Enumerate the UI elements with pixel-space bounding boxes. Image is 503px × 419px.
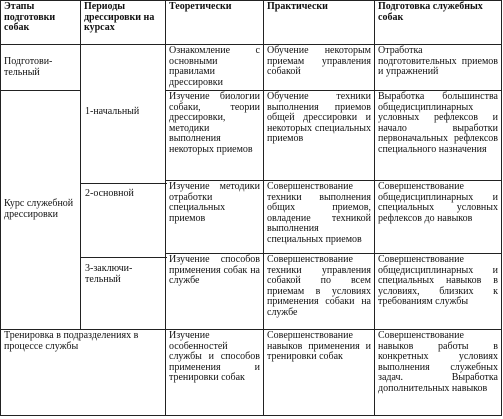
header-theory: Теоретически <box>166 1 264 45</box>
table-row-units <box>1 330 502 416</box>
header-periods: Периоды дрессировки на курсах <box>81 1 166 45</box>
header-training: Подготовка служебных собак <box>375 1 502 45</box>
period-divider-1 <box>81 183 167 184</box>
cell-initial-training: Выработка большинства общедисциплинарных условных рефлексов и начало выработки первоначальных рефлексов специального назначения <box>375 91 502 181</box>
period-final: 3-заключи-тельный <box>85 263 133 285</box>
header-stages: Этапы подготовки собак <box>1 1 81 45</box>
period-divider-2 <box>81 257 167 258</box>
cell-prep-training: Отработка подготовительных приемов и упражнений <box>375 45 502 91</box>
cell-units-practice: Совершенствование навыков применения и тренировки собак <box>264 330 375 416</box>
table-header-row <box>1 1 502 45</box>
cell-prep-stage: Подготови-тельный <box>1 45 81 91</box>
cell-units-stage: Тренировка в подразделениях в процессе службы <box>1 330 166 416</box>
cell-basic-training: Совершенствование общедисциплинарных и специальных условных рефлексов до навыков <box>375 181 502 254</box>
table-row-initial <box>1 91 502 181</box>
cell-basic-theory: Изучение методики отработки специальных приемов <box>166 181 264 254</box>
cell-units-theory: Изучение особенностей службы и способов применения и тренировки собак <box>166 330 264 416</box>
cell-final-theory: Изучение способов применения собак на службе <box>166 254 264 330</box>
cell-final-practice: Совершенствование техники управления собакой по всем приемам в условиях применения собаки на службе <box>264 254 375 330</box>
header-practice: Практически <box>264 1 375 45</box>
cell-periods-blank <box>81 45 166 330</box>
cell-course-stage: Курс служебной дрессировки <box>1 91 81 330</box>
cell-initial-practice: Обучение техники выполнения приемов общей дрессировки и некоторых специальных приемов <box>264 91 375 181</box>
cell-units-training: Совершенствование навыков работы в конкретных условиях выполнения служебных задач. Выработка дополнительных навыков <box>375 330 502 416</box>
cell-prep-theory: Ознакомление с основными правилами дрессировки <box>166 45 264 91</box>
period-initial: 1-начальный <box>85 106 140 117</box>
period-basic: 2-основной <box>85 188 134 199</box>
table-row-preparatory <box>1 45 502 91</box>
cell-final-training: Совершенствование общедисциплинарных и специальных навыков в условиях, близких к требованиям службы <box>375 254 502 330</box>
cell-prep-practice: Обучение некоторым приемам управления собакой <box>264 45 375 91</box>
cell-basic-practice: Совершенствование техники выполнения общих приемов, овладение техникой выполнения специальных приемов <box>264 181 375 254</box>
cell-initial-theory: Изучение биологии собаки, теории дрессировки, методики выполнения некоторых приемов <box>166 91 264 181</box>
